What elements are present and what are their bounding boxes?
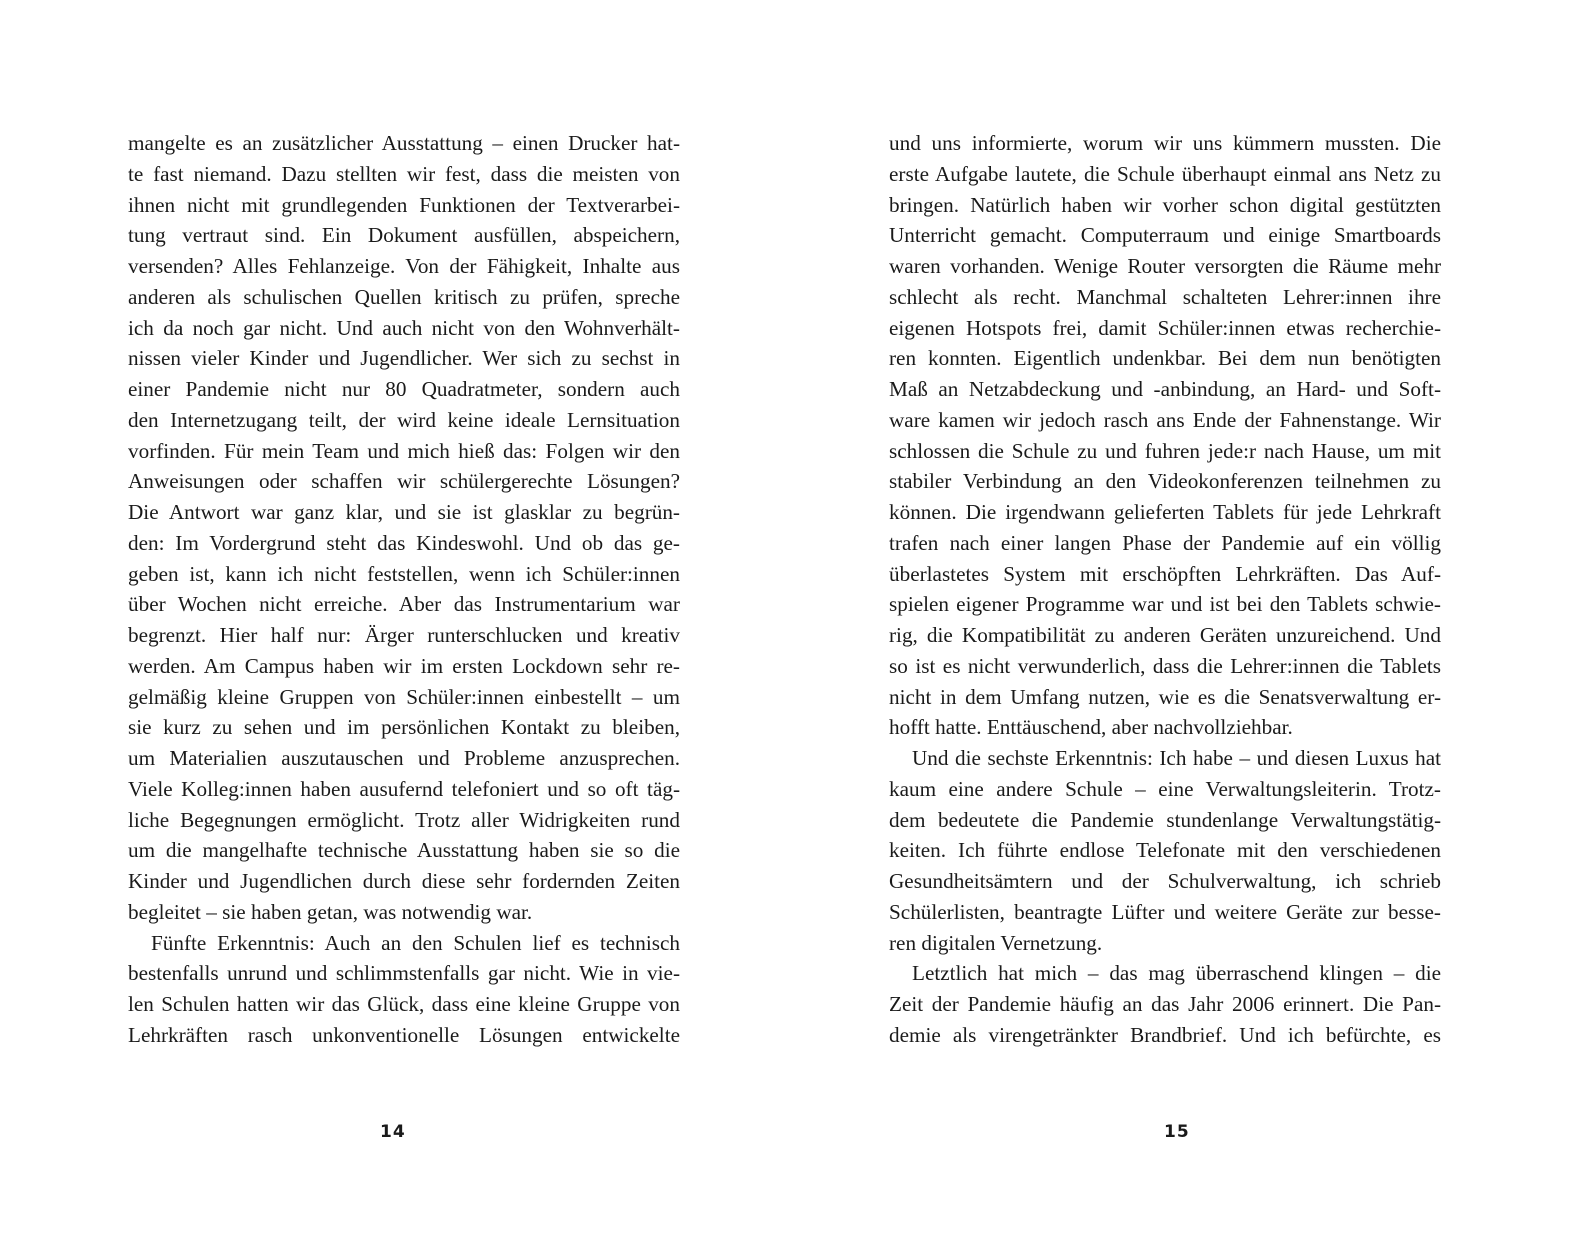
text-line: schlecht als recht. Manchmal schalteten Lehrer:innen ihre: [889, 284, 1441, 309]
text-line: vorfinden. Für mein Team und mich hieß das: Folgen wir den: [128, 438, 680, 463]
text-line: liche Begegnungen ermöglicht. Trotz aller Widrigkeiten rund: [128, 807, 680, 832]
paragraph: [889, 743, 1441, 958]
text-line: ihnen nicht mit grundlegenden Funktionen der Textverarbei-: [128, 192, 680, 217]
text-line: um Materialien auszutauschen und Probleme anzusprechen.: [128, 746, 680, 770]
text-line: den: Im Vordergrund steht das Kindeswohl. Und ob das ge-: [128, 530, 680, 555]
right-page-text: [889, 128, 1441, 1051]
text-line: ich da noch gar nicht. Und auch nicht von den Wohnverhält-: [128, 315, 680, 340]
text-line: bestenfalls unrund und schlimmstenfalls gar nicht. Wie in vie-: [128, 961, 680, 986]
text-line: Viele Kolleg:innen haben ausufernd telefoniert und so oft täg-: [128, 776, 680, 801]
text-line: können. Die irgendwann gelieferten Tablets für jede Lehrkraft: [889, 500, 1441, 524]
text-line: kaum eine andere Schule – eine Verwaltungsleiterin. Trotz-: [889, 776, 1441, 801]
text-line: begleitet – sie haben getan, was notwendig war.: [128, 899, 533, 924]
text-line: sie kurz zu sehen und im persönlichen Kontakt zu bleiben,: [128, 715, 680, 740]
text-line: hofft hatte. Enttäuschend, aber nachvollziehbar.: [889, 715, 1293, 740]
text-line: waren vorhanden. Wenige Router versorgten die Räume mehr: [889, 254, 1441, 278]
paragraph: [128, 128, 680, 928]
text-line: um die mangelhafte technische Ausstattung haben sie so die: [128, 838, 680, 863]
text-line: Die Antwort war ganz klar, und sie ist glasklar zu begrün-: [128, 500, 680, 524]
text-line: so ist es nicht verwunderlich, dass die Lehrer:innen die Tablets: [889, 653, 1441, 678]
text-line: schlossen die Schule zu und fuhren jede:r nach Hause, um mit: [889, 438, 1441, 463]
text-line: geben ist, kann ich nicht feststellen, wenn ich Schüler:innen: [128, 561, 680, 586]
text-line: mangelte es an zusätzlicher Ausstattung – einen Drucker hat-: [128, 131, 680, 155]
text-line: anderen als schulischen Quellen kritisch zu prüfen, spreche: [128, 284, 680, 309]
text-line: te fast niemand. Dazu stellten wir fest, dass die meisten von: [128, 161, 680, 186]
text-line: Kinder und Jugendlichen durch diese sehr fordernden Zeiten: [128, 869, 680, 893]
text-line: über Wochen nicht erreiche. Aber das Instrumentarium war: [128, 592, 680, 617]
text-line: len Schulen hatten wir das Glück, dass eine kleine Gruppe von: [128, 992, 680, 1016]
text-line: trafen nach einer langen Phase der Pandemie auf ein völlig: [889, 530, 1441, 555]
text-line: Anweisungen oder schaffen wir schülergerechte Lösungen?: [128, 469, 680, 494]
text-line: ware kamen wir jedoch rasch ans Ende der Fahnenstange. Wir: [889, 407, 1441, 432]
text-line: nissen vieler Kinder und Jugendlicher. Wer sich zu sechst in: [128, 346, 680, 371]
text-line: stabiler Verbindung an den Videokonferenzen teilnehmen zu: [889, 469, 1441, 494]
text-line: und uns informierte, worum wir uns kümmern mussten. Die: [889, 131, 1441, 155]
text-line: werden. Am Campus haben wir im ersten Lockdown sehr re-: [128, 653, 680, 678]
text-line: spielen eigener Programme war und ist bei den Tablets schwie-: [889, 592, 1441, 617]
text-line: ren konnten. Eigentlich undenkbar. Bei dem nun benötigten: [889, 346, 1441, 371]
text-line: den Internetzugang teilt, der wird keine ideale Lernsituation: [128, 407, 680, 432]
text-line: rig, die Kompatibilität zu anderen Geräten unzureichend. Und: [889, 623, 1441, 647]
text-line: Schülerlisten, beantragte Lüfter und weitere Geräte zur besse-: [889, 899, 1441, 924]
text-line: Maß an Netzabdeckung und -anbindung, an Hard- und Soft-: [889, 377, 1441, 401]
text-line: versenden? Alles Fehlanzeige. Von der Fähigkeit, Inhalte aus: [128, 254, 680, 278]
paragraph: [889, 958, 1441, 1050]
left-page-text: [128, 128, 680, 1051]
text-line: Und die sechste Erkenntnis: Ich habe – und diesen Luxus hat: [912, 746, 1441, 770]
text-line: begrenzt. Hier half nur: Ärger runterschlucken und kreativ: [128, 623, 680, 647]
text-line: Lehrkräften rasch unkonventionelle Lösungen entwickelte: [128, 1022, 680, 1047]
text-line: überlastetes System mit erschöpften Lehrkräften. Das Auf-: [889, 561, 1441, 586]
text-line: keiten. Ich führte endlose Telefonate mit den verschiedenen: [889, 838, 1441, 863]
text-line: ren digitalen Vernetzung.: [889, 930, 1103, 955]
text-line: Gesundheitsämtern und der Schulverwaltung, ich schrieb: [889, 869, 1441, 893]
text-line: Fünfte Erkenntnis: Auch an den Schulen lief es technisch: [151, 930, 680, 955]
text-line: Letztlich hat mich – das mag überraschend klingen – die: [912, 961, 1441, 986]
text-line: erste Aufgabe lautete, die Schule überhaupt einmal ans Netz zu: [889, 161, 1441, 186]
paragraph: [128, 928, 680, 1051]
text-line: demie als virengetränkter Brandbrief. Und ich befürchte, es: [889, 1022, 1441, 1047]
page-number-right: 15: [1164, 1122, 1190, 1142]
text-line: bringen. Natürlich haben wir vorher schon digital gestützten: [889, 192, 1441, 217]
paragraph: [889, 128, 1441, 743]
text-line: einer Pandemie nicht nur 80 Quadratmeter, sondern auch: [128, 377, 680, 401]
text-line: eigenen Hotspots frei, damit Schüler:innen etwas recherchie-: [889, 315, 1441, 340]
page-number-left: 14: [380, 1122, 406, 1142]
text-line: Unterricht gemacht. Computerraum und einige Smartboards: [889, 223, 1441, 248]
text-line: tung vertraut sind. Ein Dokument ausfüllen, abspeichern,: [128, 223, 680, 248]
text-line: dem bedeutete die Pandemie stundenlange Verwaltungstätig-: [889, 807, 1441, 832]
text-line: gelmäßig kleine Gruppen von Schüler:innen einbestellt – um: [128, 684, 680, 709]
text-line: nicht in dem Umfang nutzen, wie es die Senatsverwaltung er-: [889, 684, 1441, 709]
text-line: Zeit der Pandemie häufig an das Jahr 2006 erinnert. Die Pan-: [889, 992, 1441, 1016]
